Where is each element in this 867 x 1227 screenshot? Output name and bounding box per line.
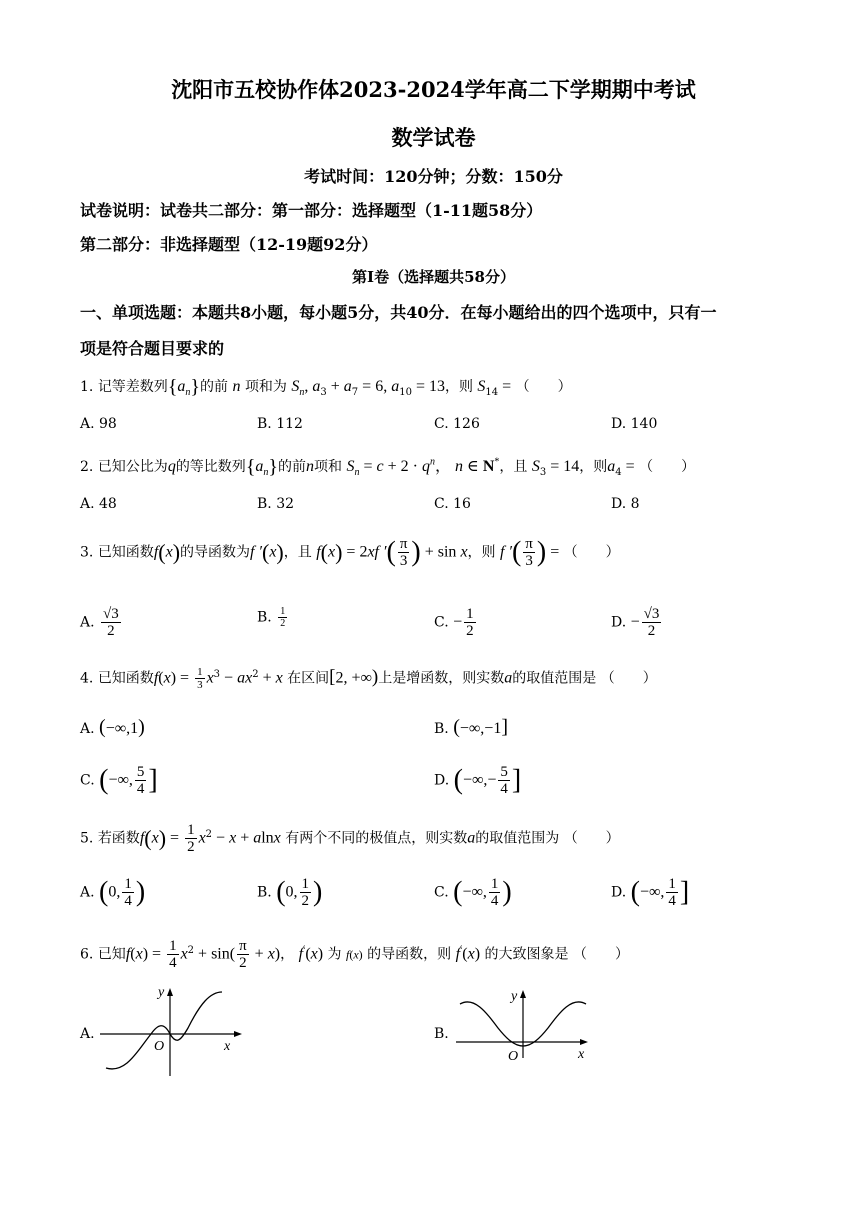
q6-option-a-label: A.: [80, 1026, 95, 1042]
x-axis-arrow: [234, 1031, 242, 1037]
q3-option-d: D. − $\frac{√3}{2}$: [611, 606, 660, 639]
q6-option-b-label: B.: [434, 1026, 449, 1042]
exam-info: 考试时间：120分钟；分数：150分: [304, 167, 563, 186]
q5-option-c: C. (−∞, $\frac{1}{4}$ ): [434, 876, 512, 909]
question-4: 4. 已知函数f(x) = $\frac{1}{3}$ $x^3 - ax^2 + x$ 在区间[2, +∞)上是增函数，则实数a的取值范围是 （ ）: [80, 666, 657, 691]
section-heading-line1: 一、单项选题：本题共8小题，每小题5分，共40分．在每小题给出的四个选项中，只有一: [80, 303, 717, 322]
q6-graph-a: [96, 984, 246, 1080]
q2-option-b: B. 32: [257, 496, 295, 512]
curve-a: [106, 992, 222, 1069]
question-3: 3. 已知函数f(x)的导函数为f ′(x)，且 f(x) = 2xf ′( $\frac{\pi}{3}$ ) + sin x，则 f ′( $\frac{\pi}{3}$ ) = （ ）: [80, 536, 620, 569]
q1-option-a: A. 98: [80, 416, 117, 432]
origin-label: O: [508, 1049, 519, 1064]
y-axis-label: y: [158, 985, 165, 1000]
x-axis-arrow: [580, 1039, 588, 1045]
q4-option-b: B. (−∞,−1]: [434, 716, 508, 738]
q4-option-a: A. (−∞,1): [80, 716, 145, 738]
exam-title: 沈阳市五校协作体2023-2024学年高二下学期期中考试: [171, 77, 696, 102]
q6-graph-b: [452, 984, 602, 1064]
q2-option-a: A. 48: [80, 496, 117, 512]
question-1: 1. 记等差数列$\{a_n\}$的前 n 项和为 $S_n$, $a_3 + a_7 = 6$, $a_{10} = 13$，则 $S_{14}$ = （ ）: [80, 376, 572, 399]
q5-option-a: A. (0, $\frac{1}{4}$ ): [80, 876, 146, 909]
q5-option-d: D. (−∞, $\frac{1}{4}$ ]: [611, 876, 690, 909]
q3-option-b: B. $\frac{1}{2}$: [257, 606, 286, 629]
y-axis-arrow: [167, 988, 173, 996]
q1-option-b: B. 112: [257, 416, 303, 432]
exam-note-line2: 第二部分：非选择题型（12-19题92分）: [80, 235, 378, 254]
x-axis-label: x: [578, 1047, 585, 1062]
q1-option-c: C. 126: [434, 416, 480, 432]
q1-option-d: D. 140: [611, 416, 658, 432]
q3-option-c: C. − $\frac{1}{2}$: [434, 606, 474, 639]
q4-option-c: C. (−∞, $\frac{5}{4}$ ]: [80, 764, 158, 797]
q2-option-c: C. 16: [434, 496, 471, 512]
section-heading-line2: 项是符合题目要求的: [80, 339, 225, 358]
question-5: 5. 若函数f(x) = $\frac{1}{2}$ $x^2 - x + alnx$ 有两个不同的极值点，则实数a的取值范围为 （ ）: [80, 822, 620, 855]
question-6: 6. 已知f(x) = $\frac{1}{4}$ $x^2 + \sin$( $\frac{\pi}{2}$ + x)， f′(x) 为 f(x) 的导函数，则 f′(x) 的大致图象是 （ ）: [80, 938, 629, 971]
part-title: 第I卷（选择题共58分）: [352, 268, 515, 286]
y-axis-arrow: [520, 990, 526, 998]
q2-option-d: D. 8: [611, 496, 640, 512]
origin-label: O: [154, 1039, 165, 1054]
question-2: 2. 已知公比为q的等比数列$\{a_n\}$的前n项和 $S_n = c + 2 \cdot q^n$， n ∈ N*，且 $S_3 = 14$，则$a_4$ = （ ）: [80, 456, 696, 479]
exam-note-line1: 试卷说明：试卷共二部分：第一部分：选择题型（1-11题58分）: [80, 201, 543, 220]
exam-subtitle: 数学试卷: [391, 125, 476, 150]
q5-option-b: B. (0, $\frac{1}{2}$ ): [257, 876, 323, 909]
q4-option-d: D. (−∞,− $\frac{5}{4}$ ]: [434, 764, 522, 797]
q3-option-a: A. $\frac{√3}{2}$: [80, 606, 119, 639]
y-axis-label: y: [511, 989, 518, 1004]
x-axis-label: x: [224, 1039, 231, 1054]
